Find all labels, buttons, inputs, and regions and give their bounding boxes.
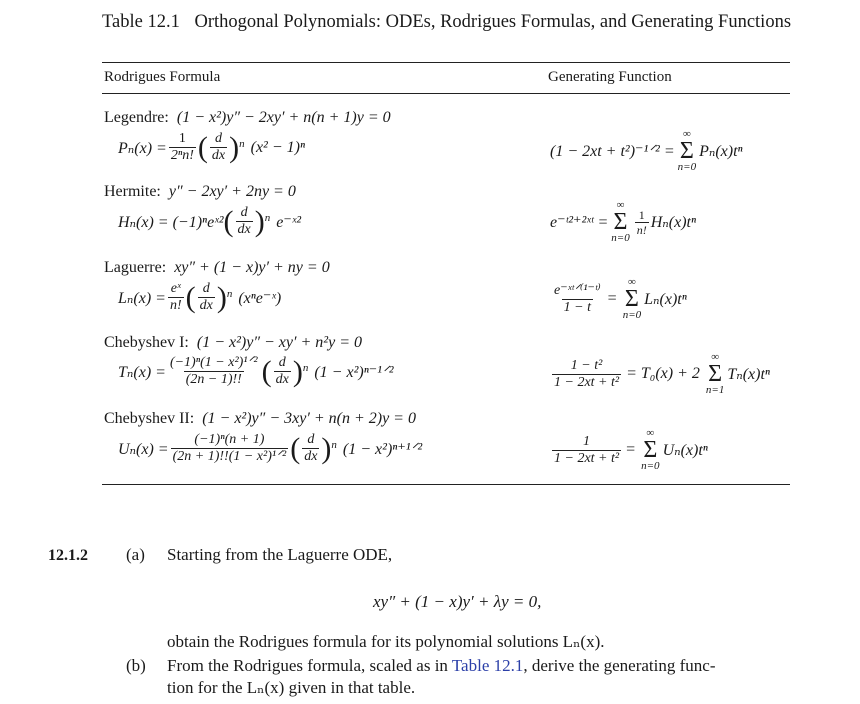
genfunc-laguerre <box>550 277 687 321</box>
deriv-frac: $\frac{d}{dx}$ <box>199 281 213 313</box>
rod-tail: (xⁿe⁻ˣ) <box>238 289 282 307</box>
table-top-rule <box>102 62 790 63</box>
gen-rhs: Hₙ(x)tⁿ <box>650 214 696 231</box>
part-a-text-2: obtain the Rodrigues formula for its polynomial solutions Lₙ(x). <box>167 632 605 651</box>
table-bottom-rule <box>102 484 790 485</box>
ode-chebyshev-1 <box>104 334 362 352</box>
gen-frac: $\frac{\text{e⁻ˣᵗᐟ⁽¹⁻ᵗ⁾}}{1 - t}$ <box>554 282 601 315</box>
ode-legendre <box>104 109 391 127</box>
table-title: Orthogonal Polynomials: ODEs, Rodrigues Formulas, and Generating Functions <box>194 12 792 32</box>
sum-symbol: ∞ Σ n=0 <box>677 128 697 173</box>
rod-frac: $\frac{1}{\text{2ⁿn!}}$ <box>170 131 194 163</box>
rod-frac: $\frac{\text{eˣ}}{n!}$ <box>169 281 182 313</box>
problem-number: 12.1.2 <box>48 547 88 564</box>
ode-equation: (1 − x²)y″ − 3xy′ + n(n + 2)y = 0 <box>202 410 416 427</box>
ode-hermite <box>104 183 296 201</box>
ode-name: Laguerre: <box>104 259 167 276</box>
ode-name: Legendre: <box>104 109 169 126</box>
rodrigues-chebyshev-2: Uₙ(x) = $\frac{\text{(−1)ⁿ(n + 1)}}{\text{(2n + 1)!!(1 − x²)¹ᐟ²}}$ ( $\frac{d}{dx}$ ) n (1 − x²)ⁿ⁺¹ᐟ² <box>118 431 423 465</box>
ode-laguerre <box>104 259 330 277</box>
table-header-rule <box>102 93 790 94</box>
deriv-frac: $\frac{d}{dx}$ <box>237 205 251 237</box>
rod-lhs: Lₙ(x) = <box>118 289 166 307</box>
genfunc-hermite <box>550 200 696 244</box>
table-caption <box>102 11 792 34</box>
sum-symbol: ∞ Σ n=0 <box>611 199 630 244</box>
table-label: Table 12.1 <box>102 12 180 32</box>
col-header-rodrigues: Rodrigues Formula <box>104 69 221 85</box>
ode-equation: xy″ + (1 − x)y′ + ny = 0 <box>174 259 330 276</box>
gen-lhs: e⁻ᵗ²⁺²ˣᵗ = <box>550 214 609 231</box>
sum-symbol: ∞ Σ n=1 <box>705 351 725 396</box>
part-a-label: (a) <box>126 545 145 564</box>
rodrigues-hermite: Hₙ(x) = (−1)ⁿeˣ² ( $\frac{d}{dx}$ ) n e⁻ˣ² <box>118 204 302 238</box>
part-b-text-2: tion for the Lₙ(x) given in that table. <box>167 678 416 697</box>
sum-symbol: ∞ Σ n=0 <box>622 276 642 321</box>
rod-frac: $\frac{\text{(−1)ⁿ(1 − x²)¹ᐟ²}}{(2n - 1)!!}$ <box>169 355 258 387</box>
rod-tail: (1 − x²)ⁿ⁺¹ᐟ² <box>342 440 423 458</box>
ode-equation: y″ − 2xy′ + 2ny = 0 <box>168 183 296 200</box>
gen-frac: $\frac{\text{1 − t²}}{\text{1 − 2xt + t²}}$ <box>554 357 620 390</box>
genfunc-chebyshev-2 <box>550 428 708 472</box>
rodrigues-legendre: Pₙ(x) = $\frac{1}{\text{2ⁿn!}}$ ( $\frac{d}{dx}$ ) n (x² − 1)ⁿ <box>118 130 305 164</box>
ode-equation: (1 − x²)y″ − xy′ + n²y = 0 <box>196 334 362 351</box>
rod-lhs: Tₙ(x) = <box>118 363 166 381</box>
genfunc-legendre <box>550 129 743 173</box>
ode-equation: (1 − x²)y″ − 2xy′ + n(n + 1)y = 0 <box>176 109 391 126</box>
part-a-text: Starting from the Laguerre ODE, <box>167 545 393 564</box>
gen-rhs: Tₙ(x)tⁿ <box>727 366 770 383</box>
deriv-frac: $\frac{d}{dx}$ <box>275 355 289 387</box>
gen-frac: $\frac{1}{n!}$ <box>636 207 647 237</box>
rodrigues-laguerre: Lₙ(x) = $\frac{\text{eˣ}}{n!}$ ( $\frac{d}{dx}$ ) n (xⁿe⁻ˣ) <box>118 280 282 314</box>
rod-tail: (x² − 1)ⁿ <box>250 138 305 156</box>
table-link[interactable]: Table 12.1 <box>451 656 524 675</box>
rod-lhs: Uₙ(x) = <box>118 440 169 458</box>
laguerre-equation: xy″ + (1 − x)y′ + λy = 0, <box>373 592 542 611</box>
gen-frac: $\frac{1}{\text{1 − 2xt + t²}}$ <box>554 433 620 466</box>
rod-lhs: Hₙ(x) = (−1)ⁿeˣ² <box>118 213 224 231</box>
deriv-frac: $\frac{d}{dx}$ <box>304 432 318 464</box>
part-b-text: From the Rodrigues formula, scaled as in Table 12.1, derive the generating func- <box>167 656 716 675</box>
deriv-frac: $\frac{d}{dx}$ <box>211 131 226 163</box>
gen-lhs: (1 − 2xt + t²)⁻¹ᐟ² = <box>550 143 675 160</box>
ode-name: Chebyshev II: <box>104 410 195 427</box>
rod-frac: $\frac{\text{(−1)ⁿ(n + 1)}}{\text{(2n + 1)!!(1 − x²)¹ᐟ²}}$ <box>172 432 287 464</box>
ode-name: Chebyshev I: <box>104 334 189 351</box>
part-b-label: (b) <box>126 656 146 675</box>
sum-symbol: ∞ Σ n=0 <box>641 427 660 472</box>
rod-lhs: Pₙ(x) = <box>118 139 167 157</box>
gen-rhs: Uₙ(x)tⁿ <box>662 442 708 459</box>
gen-eq: = T₀(x) + 2 <box>626 365 700 382</box>
rod-tail: (1 − x²)ⁿ⁻¹ᐟ² <box>314 363 394 381</box>
genfunc-chebyshev-1 <box>550 352 770 396</box>
col-header-generating: Generating Function <box>548 69 672 85</box>
rod-tail: e⁻ˣ² <box>276 213 302 231</box>
gen-eq: = <box>607 290 617 307</box>
gen-eq: = <box>626 441 636 458</box>
rodrigues-chebyshev-1: Tₙ(x) = $\frac{\text{(−1)ⁿ(1 − x²)¹ᐟ²}}{(2n - 1)!!}$ ( $\frac{d}{dx}$ ) n (1 − x²)ⁿ⁻¹ᐟ² <box>118 354 394 388</box>
ode-chebyshev-2 <box>104 410 416 428</box>
ode-name: Hermite: <box>104 183 161 200</box>
gen-rhs: Lₙ(x)tⁿ <box>644 291 687 308</box>
gen-rhs: Pₙ(x)tⁿ <box>699 143 743 160</box>
